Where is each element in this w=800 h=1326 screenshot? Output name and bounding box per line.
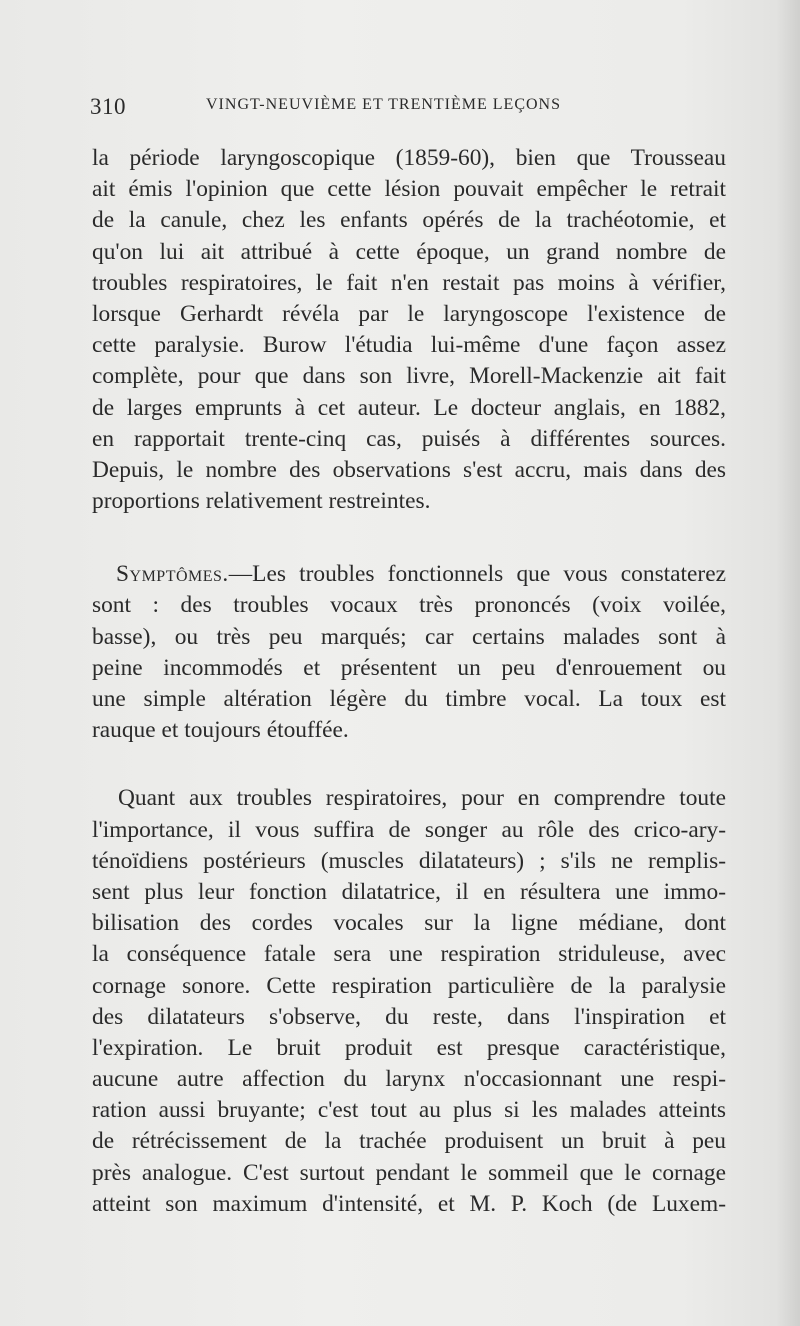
text-line: qu'on lui ait attribué à cette époque, un grand nombre de	[92, 238, 726, 265]
text-line: en rapportait trente-cinq cas, puisés à différentes sources.	[92, 425, 726, 452]
text-line: l'expiration. Le bruit produit est presque caractéristique,	[92, 1034, 726, 1061]
text-line: de larges emprunts à cet auteur. Le docteur anglais, en 1882,	[92, 394, 726, 421]
running-head	[90, 86, 730, 126]
text-line: sont : des troubles vocaux très prononcés (voix voilée,	[92, 592, 726, 619]
text-line: Depuis, le nombre des observations s'est accru, mais dans des	[92, 456, 726, 483]
text-line: ténoïdiens postérieurs (muscles dilatateurs) ; s'ils ne remplis-	[92, 847, 726, 874]
text-line: près analogue. C'est surtout pendant le sommeil que le cornage	[92, 1159, 726, 1186]
text-line: sent plus leur fonction dilatatrice, il en résultera une immo-	[92, 878, 726, 905]
paragraph-2	[92, 559, 726, 746]
text-line: cornage sonore. Cette respiration particulière de la paralysie	[92, 972, 726, 999]
text-line: atteint son maximum d'intensité, et M. P. Koch (de Luxem-	[92, 1190, 726, 1217]
paragraph-3	[92, 783, 726, 1220]
paragraph-spacer	[92, 746, 726, 783]
text-line: peine incommodés et présentent un peu d'enrouement ou	[92, 654, 726, 681]
text-line: Quant aux troubles respiratoires, pour en comprendre toute	[118, 785, 726, 812]
text-line: complète, pour que dans son livre, Morell-Mackenzie ait fait	[92, 363, 726, 390]
text-line: la période laryngoscopique (1859-60), bien que Trousseau	[92, 145, 726, 171]
text-line: aucune autre affection du larynx n'occasionnant une respi-	[92, 1066, 726, 1093]
text-line	[92, 559, 726, 590]
text-line: rauque et toujours étouffée.	[92, 717, 349, 744]
text-line: des dilatateurs s'observe, du reste, dans l'inspiration et	[92, 1003, 726, 1030]
text-line: lorsque Gerhardt révéla par le laryngoscope l'existence de	[92, 300, 726, 327]
text-line: basse), ou très peu marqués; car certains malades sont à	[92, 623, 726, 650]
text-line: de rétrécissement de la trachée produisent un bruit à peu	[92, 1128, 726, 1155]
body-text	[92, 143, 726, 1220]
paragraph-spacer	[92, 517, 726, 559]
paragraph-1	[92, 143, 726, 517]
text-line-continuation: —Les troubles fonctionnels que vous constaterez	[228, 561, 726, 588]
text-line: ait émis l'opinion que cette lésion pouvait empêcher le retrait	[92, 176, 726, 203]
text-line: l'importance, il vous suffira de songer au rôle des crico-ary-	[92, 816, 726, 843]
text-line: la conséquence fatale sera une respiration striduleuse, avec	[92, 941, 726, 968]
text-line: une simple altération légère du timbre vocal. La toux est	[92, 686, 726, 712]
text-line: proportions relativement restreintes.	[92, 488, 431, 515]
page-number: 310	[90, 94, 126, 119]
text-line: ration aussi bruyante; c'est tout au plus si les malades atteints	[92, 1097, 726, 1124]
text-line: cette paralysie. Burow l'étudia lui-même d'une façon assez	[92, 332, 726, 359]
text-line: bilisation des cordes vocales sur la ligne médiane, dont	[92, 910, 726, 937]
text-line: de la canule, chez les enfants opérés de la trachéotomie, et	[92, 207, 726, 234]
text-line: troubles respiratoires, le fait n'en restait pas moins à vérifier,	[92, 269, 726, 296]
running-head-title: VINGT-NEUVIÈME ET TRENTIÈME LEÇONS	[206, 96, 562, 113]
section-lead-word: Symptômes.	[116, 561, 229, 588]
